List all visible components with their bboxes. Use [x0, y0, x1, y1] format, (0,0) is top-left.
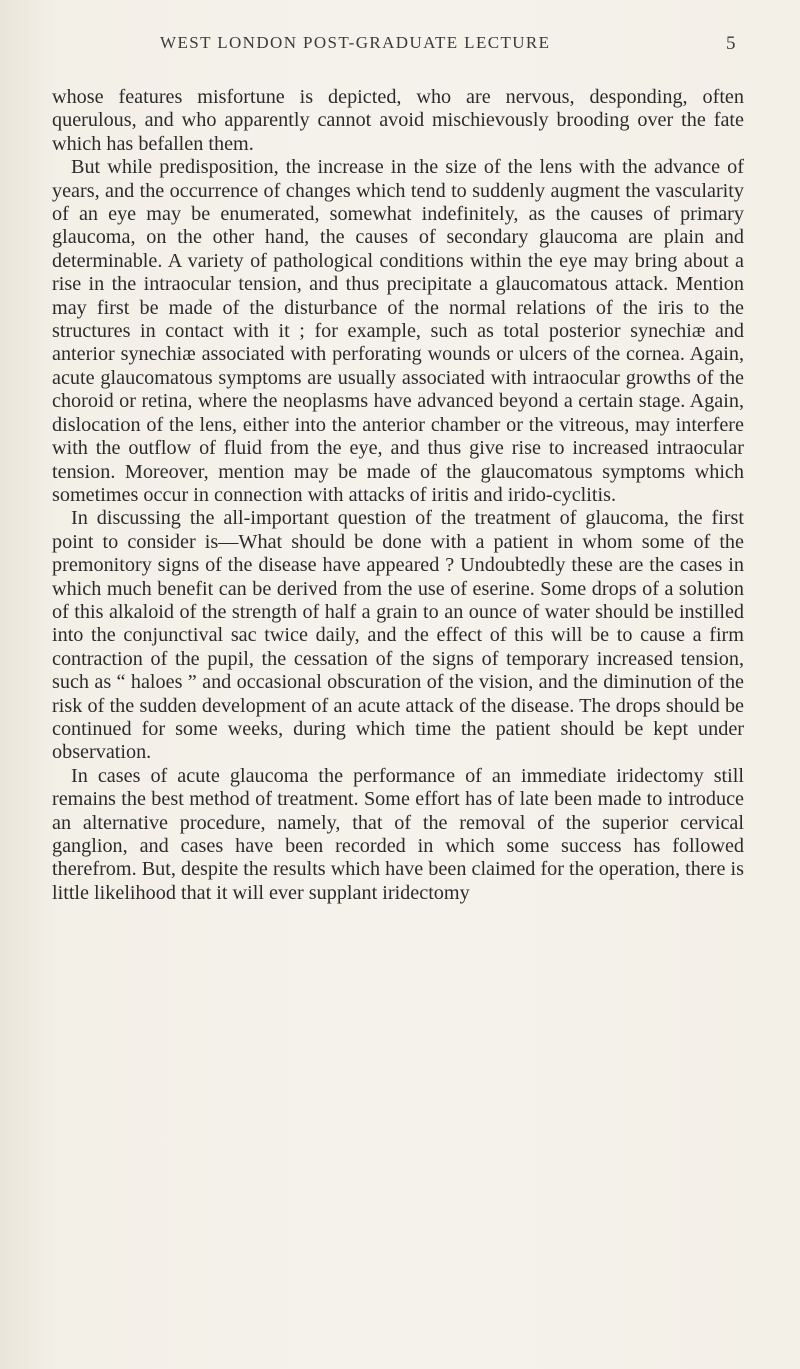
body-text [52, 86, 744, 905]
paragraph-secondary-glaucoma-causes: But while predisposition, the increase in the size of the lens with the advance of years, and the occurrence of changes which tend to suddenly augment the vascularity of an eye may be enumerated, somewhat indefinitely, as the causes of primary glaucoma, on the other hand, the causes of secondary glaucoma are plain and determinable. A variety of pathological conditions within the eye may bring about a rise in the intraocular tension, and thus precipitate a glaucomatous attack. Mention may first be made of the disturbance of the normal relations of the iris to the structures in contact with it ; for example, such as total posterior synechiæ and anterior synechiæ associated with perforating wounds or ulcers of the cornea. Again, acute glaucomatous symptoms are usually associated with intraocular growths of the choroid or retina, where the neoplasms have advanced beyond a certain stage. Again, dislocation of the lens, either into the anterior chamber or the vitreous, may interfere with the outflow of fluid from the eye, and thus give rise to increased intraocular tension. Moreover, mention may be made of the glaucomatous symptoms which sometimes occur in connection with attacks of iritis and irido-cyclitis. [52, 156, 744, 506]
page-number: 5 [726, 33, 736, 54]
running-head: WEST LONDON POST-GRADUATE LECTURE [160, 33, 551, 52]
paragraph-continuation: whose features misfortune is depicted, who are nervous, desponding, often querulous, and who apparently cannot avoid mischievously brooding over the fate which has befallen them. [52, 86, 744, 155]
paragraph-treatment-eserine: In discussing the all-important question of the treatment of glaucoma, the first point to consider is—What should be done with a patient in whom some of the premonitory signs of the disease have appeared ? Undoubtedly these are the cases in which much benefit can be derived from the use of eserine. Some drops of a solution of this alkaloid of the strength of half a grain to an ounce of water should be instilled into the conjunctival sac twice daily, and the effect of this will be to cause a firm contraction of the pupil, the cessation of the signs of temporary increased tension, such as “ haloes ” and occasional obscuration of the vision, and the diminution of the risk of the sudden development of an acute attack of the disease. The drops should be continued for some weeks, during which time the patient should be kept under observation. [52, 507, 744, 764]
page-header [160, 33, 736, 54]
paragraph-acute-glaucoma-iridectomy: In cases of acute glaucoma the performance of an immediate iridectomy still remains the best method of treatment. Some effort has of late been made to introduce an alternative procedure, namely, that of the removal of the superior cervical ganglion, and cases have been recorded in which some success has followed therefrom. But, despite the results which have been claimed for the operation, there is little likelihood that it will ever supplant iridectomy [52, 764, 744, 904]
